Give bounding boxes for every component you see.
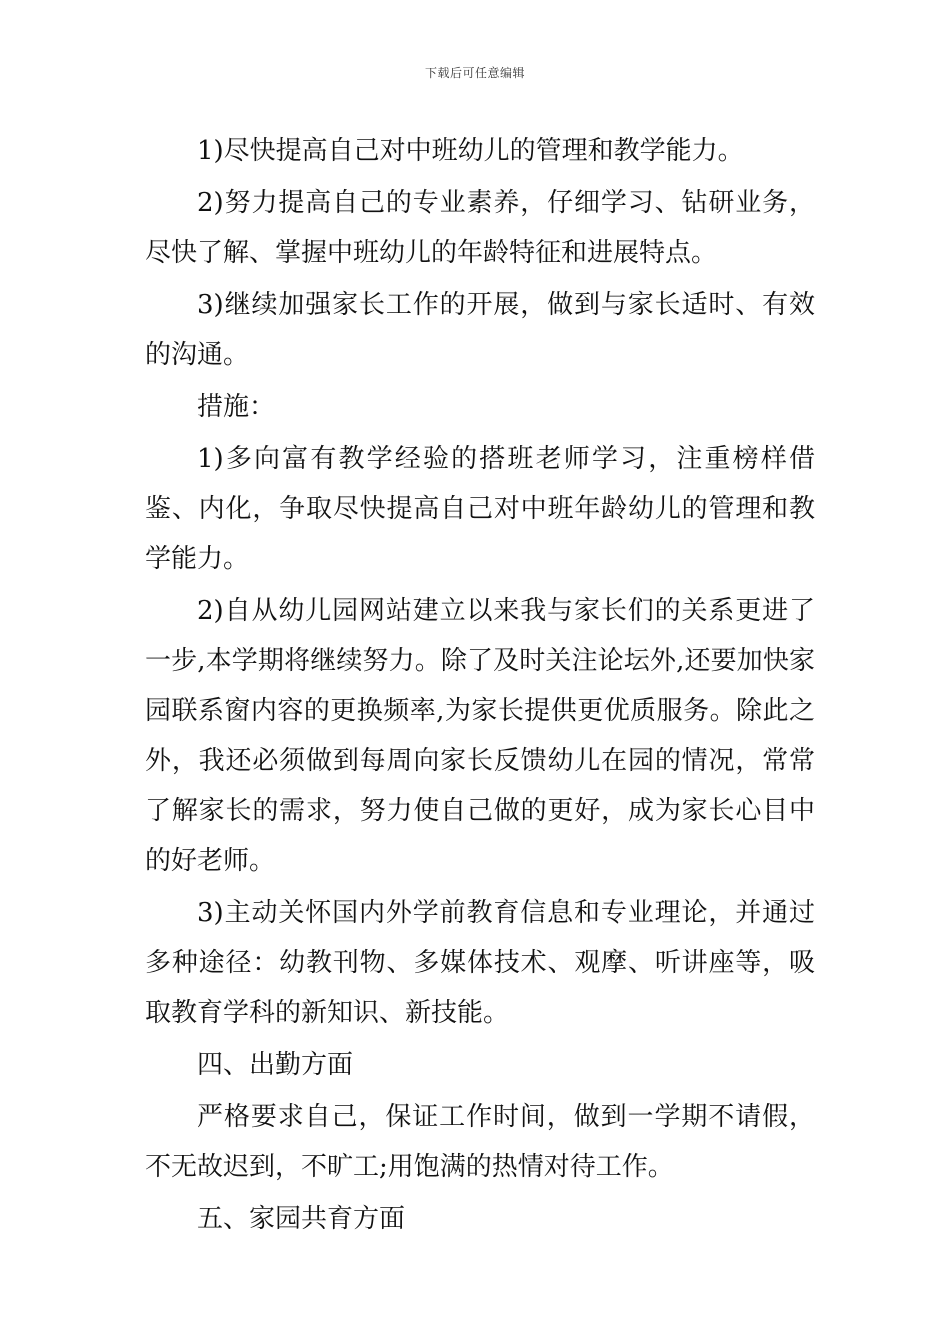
paragraph-attendance: 严格要求自己，保证工作时间，做到一学期不请假，不无故迟到，不旷工;用饱满的热情对待工作。 [145,1102,815,1182]
section-heading-home-school: 五、家园共育方面 [197,1204,406,1234]
paragraph-goal-2: 2)努力提高自己的专业素养，仔细学习、钻研业务，尽快了解、掌握中班幼儿的年龄特征和进展特点。 [145,188,815,268]
document-body [145,126,815,1244]
page-header-note: 下载后可任意编辑 [424,66,525,80]
section-heading-attendance: 四、出勤方面 [197,1050,354,1080]
paragraph-measure-1: 1)多向富有教学经验的搭班老师学习，注重榜样借鉴、内化，争取尽快提高自己对中班年龄幼儿的管理和教学能力。 [145,444,815,574]
measures-heading: 措施： [197,392,276,422]
paragraph-measure-3: 3)主动关怀国内外学前教育信息和专业理论，并通过多种途径：幼教刊物、多媒体技术、观摩、听讲座等，吸取教育学科的新知识、新技能。 [145,898,815,1028]
paragraph-goal-3: 3)继续加强家长工作的开展，做到与家长适时、有效的沟通。 [145,290,815,370]
paragraph-goal-1: 1)尽快提高自己对中班幼儿的管理和教学能力。 [197,136,744,166]
paragraph-measure-2: 2)自从幼儿园网站建立以来我与家长们的关系更进了一步,本学期将继续努力。除了及时关注论坛外,还要加快家园联系窗内容的更换频率,为家长提供更优质服务。除此之外，我还必须做到每周向家长反馈幼儿在园的情况，常常了解家长的需求，努力使自己做的更好，成为家长心目中的好老师。 [145,596,815,876]
